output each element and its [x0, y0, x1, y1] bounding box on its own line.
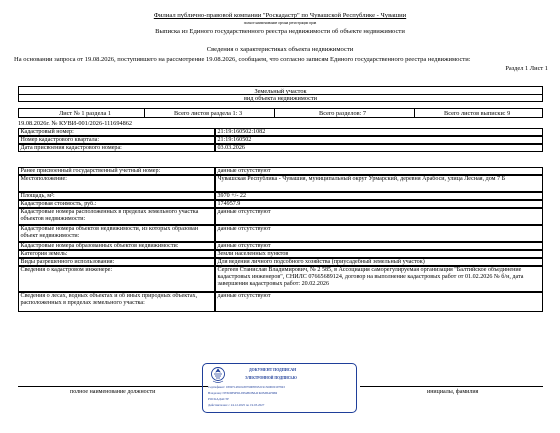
table-label: Ранее присвоенный государственный учетный номер:: [18, 167, 215, 175]
table-label: Категория земель:: [18, 250, 215, 258]
emblem-icon: [207, 366, 229, 384]
section-sheet-label: Раздел 1 Лист 1: [505, 65, 548, 72]
position-caption: полное наименование должности: [70, 389, 156, 395]
stamp-owner: Владелец: ПУБЛИЧНО-ПРАВОВАЯ КОМПАНИЯ: [208, 391, 278, 395]
divider: [274, 109, 275, 117]
registrar-org-name: Филиал публично-правовой компании "Роскадастр" по Чувашской Республике - Чувашии: [153, 12, 407, 19]
table-label: Кадастровая стоимость, руб.:: [18, 200, 215, 208]
table-label: Кадастровый номер:: [18, 128, 215, 136]
table-label: Дата присвоения кадастрового номера:: [18, 144, 215, 152]
table-value: Чувашская Республика - Чувашия, муниципальный округ Урмарский, деревня Арабоси, улица Лесная, дом 7 Б: [215, 175, 543, 192]
sheets-total: Всего листов выписки: 9: [444, 110, 511, 117]
table-value: Сергеев Станислав Владимирович, № 2 585, в Ассоциация саморегулируемая организация "Балтийское объединение кадастровых инженеров", СНИЛС 07665689124, договор на выполнение кадастровых работ от 01.02.2026 № б/н, дата завершения кадастровых работ: 20.02.2026: [215, 266, 543, 292]
stamp-validity: Действителен: с 24.12.2025 по 19.03.2027: [208, 403, 265, 407]
section-title: Сведения о характеристиках объекта недвижимости: [206, 46, 354, 53]
table-label: Сведения о лесах, водных объектах и об иных природных объектах, расположенных в пределах земельного участка:: [18, 292, 215, 312]
sheet-info-row: [18, 108, 543, 118]
statement-number: 19.08.2026г. № КУВИ-001/2026-111694862: [18, 120, 133, 127]
table-value: данные отсутствуют: [215, 292, 543, 312]
table-value: 174957.9: [215, 200, 543, 208]
sheets-in-section: Всего листов раздела 1: 3: [174, 110, 243, 117]
signature-line: [18, 386, 208, 387]
object-type-caption: вид объекта недвижимости: [243, 95, 318, 102]
table-value: 3970 +/- 22: [215, 192, 543, 200]
sections-count: Всего разделов: 7: [319, 110, 367, 117]
sheet-number: Лист № 1 раздела 1: [59, 110, 112, 117]
table-label: Кадастровые номера объектов недвижимости, из которых образован объект недвижимости:: [18, 225, 215, 242]
table-value: данные отсутствуют: [215, 167, 543, 175]
table-label: Виды разрешенного использования:: [18, 258, 215, 266]
document-title: Выписка из Единого государственного реестра недвижимости об объекте недвижимости: [155, 28, 405, 35]
electronic-signature-stamp: [202, 363, 357, 413]
divider: [414, 109, 415, 117]
table-value: данные отсутствуют: [215, 225, 543, 242]
intro-text: На основании запроса от 19.08.2026, поступившего на рассмотрение 19.08.2026, сообщаем, что согласно записям Единого государственного реестра недвижимости:: [14, 56, 471, 63]
table-label: Местоположение:: [18, 175, 215, 192]
table-value: данные отсутствуют: [215, 242, 543, 250]
table-label: Сведения о кадастровом инженере:: [18, 266, 215, 292]
registrar-org-caption: полное наименование органа регистрации прав: [243, 21, 317, 25]
table-label: Площадь, м²:: [18, 192, 215, 200]
stamp-certificate: Сертификат: 0399714810439799085952191360000197843: [208, 385, 285, 389]
table-value: данные отсутствуют: [215, 208, 543, 225]
name-caption: инициалы, фамилия: [427, 389, 479, 395]
table-label: Кадастровые номера расположенных в пределах земельного участка объектов недвижимости:: [18, 208, 215, 225]
table-value: Земли населенных пунктов: [215, 250, 543, 258]
table-value: 03.03.2026: [215, 144, 543, 152]
object-type: Земельный участок: [254, 88, 307, 95]
table-label: Кадастровые номера образованных объектов недвижимости:: [18, 242, 215, 250]
stamp-owner-name: РОСКАДАСТР: [208, 397, 229, 401]
divider: [144, 109, 145, 117]
signature-line: [360, 386, 543, 387]
table-value: 21:19:160502: [215, 136, 543, 144]
stamp-subtitle: ЭЛЕКТРОННОЙ ПОДПИСЬЮ: [245, 376, 297, 380]
stamp-title: ДОКУМЕНТ ПОДПИСАН: [249, 368, 297, 372]
table-value: Для ведения личного подсобного хозяйства (приусадебный земельный участок): [215, 258, 543, 266]
table-label: Номер кадастрового квартала:: [18, 136, 215, 144]
divider: [18, 94, 543, 95]
table-value: 21:19:160502:1082: [215, 128, 543, 136]
